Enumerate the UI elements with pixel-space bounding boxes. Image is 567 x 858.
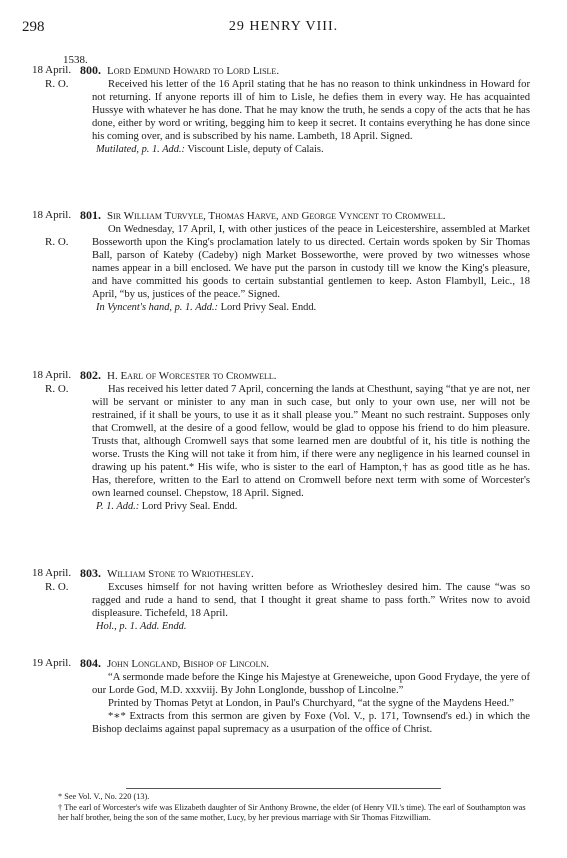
entry-text [80, 208, 530, 314]
note-lead: In Vyncent's hand, p. 1. Add.: [96, 302, 218, 313]
entry-text [80, 368, 530, 513]
entry-date: 19 April. [32, 657, 72, 669]
entry-note [92, 301, 530, 314]
entry-note [92, 620, 530, 633]
entry-title: William Stone to Wriothesley. [107, 568, 254, 580]
entry-source: R. O. [45, 77, 69, 90]
note-rest: Lord Privy Seal. Endd. [139, 501, 238, 512]
entry-title: John Longland, Bishop of Lincoln. [107, 658, 270, 670]
note-lead: Hol., p. 1. Add. Endd. [96, 621, 187, 632]
footnote-1: * See Vol. V., No. 220 (13). [58, 792, 150, 801]
entry-body-editorial: *∗* Extracts from this sermon are given by Foxe (Vol. V., p. 171, Townsend's ed.) in which the Bishop declaims against papal supremacy as a usurpation of the office of Christ. [92, 711, 530, 735]
entry-body: Excuses himself for not having written before as Wriothesley desired him. The cause “was so ragged and rude a hand to send, that I thought it great shame to pass forth.” Writes now to avoid displeasure. Tichefeld, 18 April. [92, 582, 530, 619]
page-header [22, 19, 545, 37]
entry-heading [80, 567, 530, 581]
entry-date: 18 April. [32, 567, 72, 579]
entry-body-printer: Printed by Thomas Petyt at London, in Paul's Churchyard, “at the sygne of the Maydens Heed.” [108, 698, 514, 709]
note-rest: Lord Privy Seal. Endd. [218, 302, 317, 313]
year-label: 1538. [63, 54, 88, 66]
entry-number: 802. [80, 368, 101, 382]
entry-body: On Wednesday, 17 April, I, with other justices of the peace in Leicestershire, assembled at Market Bosseworth upon the King's proclamation lately to us directed. Certain words spoken by Sir Thomas Ball, parson of Kateby (Cadeby) nigh Market Bosseworthe, were proved by two witnesses whose names appear in a bill enclosed. We have put the parson in custody till we know the King's pleasure, and have committed his goods to certain substantial gentlemen to keep. Aston Flambyll, Leic., 18 April, “by us, justices of the peace.” Signed. [92, 224, 530, 300]
entry-number: 803. [80, 566, 101, 580]
entry-note [92, 143, 530, 156]
entry-source: R. O. [45, 580, 69, 593]
entry-heading [80, 64, 530, 78]
entry-heading [80, 657, 530, 671]
entry-title: Lord Edmund Howard to Lord Lisle. [107, 65, 280, 77]
footnote-2: † The earl of Worcester's wife was Elizabeth daughter of Sir Anthony Browne, the elder (of Henry VII.'s time). The earl of Southampton was her half brother, being the son of the same mother, Lucy, by her previous marriage with Sir Thomas Fitzwilliam. [58, 802, 526, 822]
entry-date: 18 April. [32, 64, 72, 76]
entry-heading [80, 369, 530, 383]
entry-title: H. Earl of Worcester to Cromwell. [107, 370, 277, 382]
entry-body: Has received his letter dated 7 April, concerning the lands at Chesthunt, saying “that ye are not, ner will be servant or minister to any man in such case, but only to your own use, ner will not be restrained, if it shall be yours, to use it as it shall please you.” Meant no such restraint. Supposes only that Cromwell, at the desire of a good fellow, would be glad to oppose his friend to do him pleasure. Trusts that, although Cromwell says that some learned men are doubtful of it, his title is nothing the worse. Trusts the King will not take it from him, if there were any negligence in his learned counsel in drawing up his patent.* His wife, who is sister to the earl of Hampton,† has as good title as he has. Has, therefore, written to the Earl to attend on Cromwell before next term with some of Worcester's own learned counsel. Chepstow, 18 April. Signed. [92, 384, 530, 499]
note-rest: Viscount Lisle, deputy of Calais. [185, 144, 324, 155]
note-lead: Mutilated, p. 1. Add.: [96, 144, 185, 155]
entry-text [80, 63, 530, 156]
entry-number: 801. [80, 208, 101, 222]
entry-date: 18 April. [32, 209, 72, 221]
entry-title: Sir William Turvyle, Thomas Harve, and George Vyncent to Cromwell. [107, 210, 446, 222]
entry-text [80, 566, 530, 633]
footnotes [58, 792, 530, 824]
entry-note [92, 500, 530, 513]
entry-number: 800. [80, 63, 101, 77]
entry-text [80, 656, 530, 736]
entry-body: “A sermonde made before the Kinge his Majestye at Greneweiche, upon Good Frydaye, the yere of our Lorde God, M.D. xxxviij. By John Longlonde, busshop of Lincolne.” [92, 672, 530, 696]
entry-heading [80, 209, 530, 223]
entry-date: 18 April. [32, 369, 72, 381]
entry-body: Received his letter of the 16 April stating that he has no reason to think unkindness in Howard for not returning. If anyone reports ill of him to Lisle, he defies them in every way. He has acquainted Hussye with whatever he has done. That he may know the truth, he sends a copy of the acts that he has done, either by word or writing, begging him to keep it secret. It contains everything he has done since his coming over, and is subscribed by his name. Lambeth, 18 April. Signed. [92, 79, 530, 142]
entry-number: 804. [80, 656, 101, 670]
page-number: 298 [22, 19, 45, 35]
footnote-divider [126, 788, 441, 789]
running-title: 29 HENRY VIII. [228, 19, 339, 34]
entry-source: R. O. [45, 382, 69, 395]
entry-source: R. O. [45, 235, 69, 248]
note-lead: P. 1. Add.: [96, 501, 140, 512]
